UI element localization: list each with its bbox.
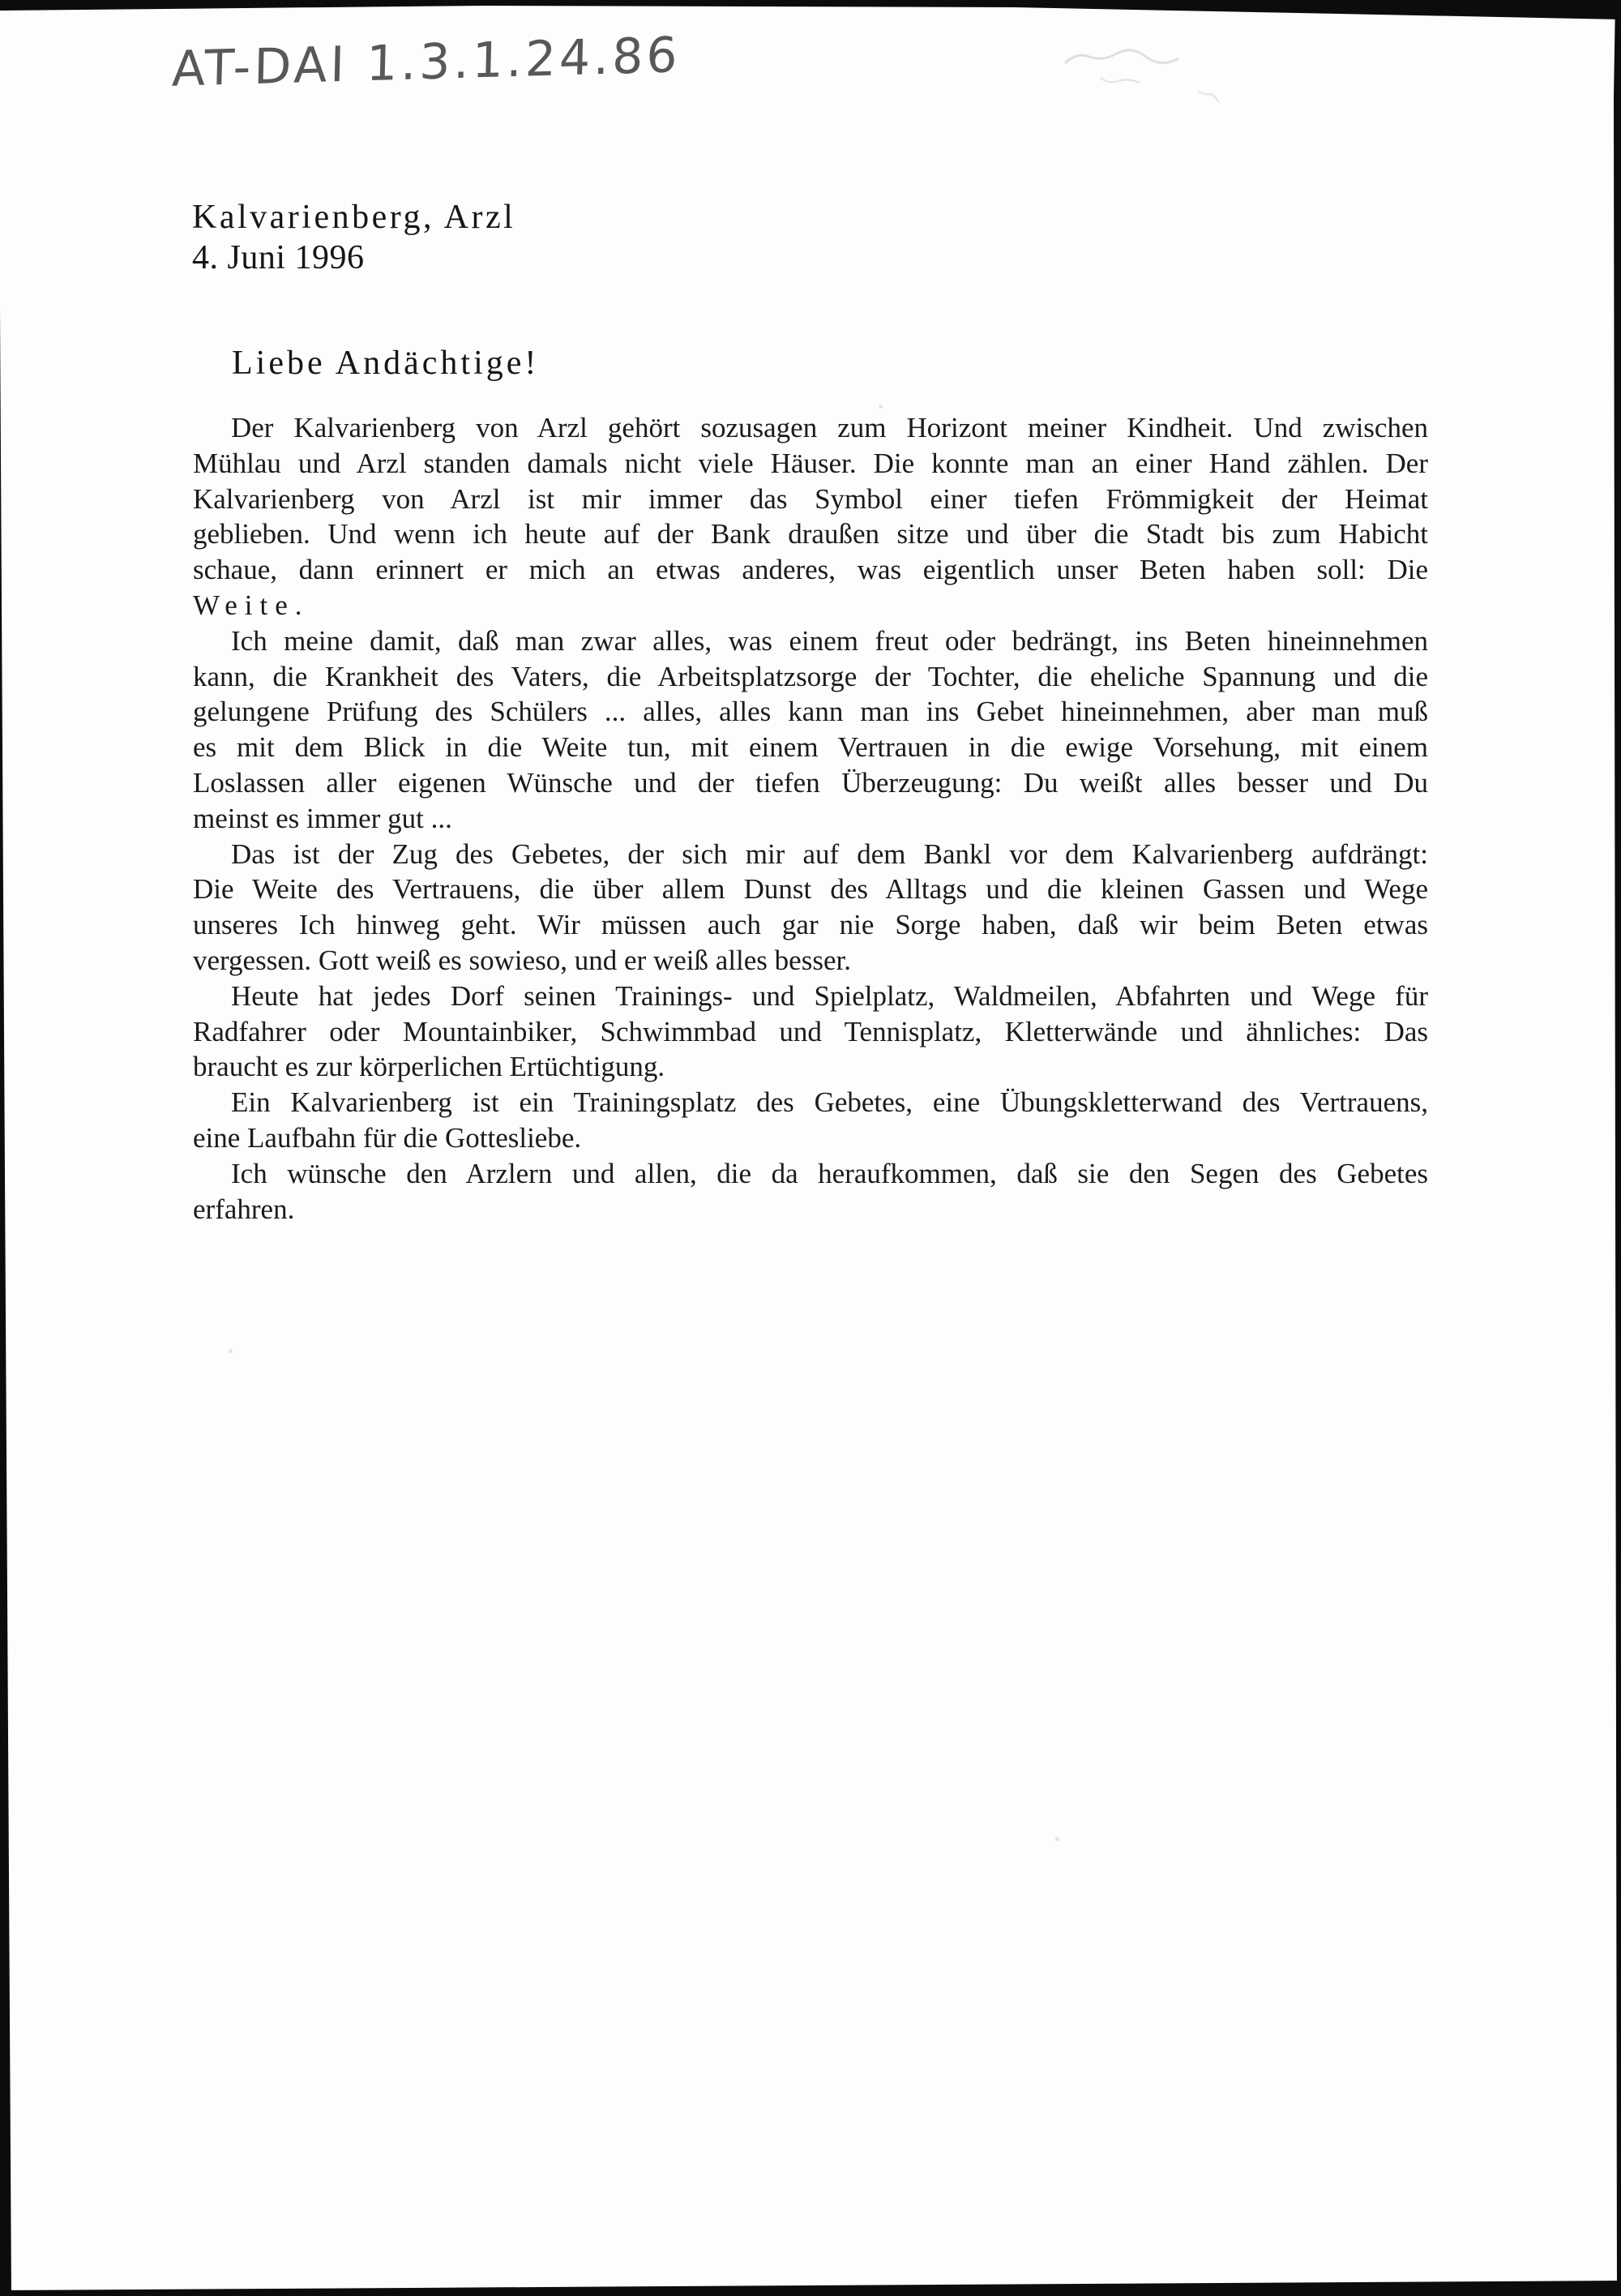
letter-line: Ich meine damit, daß man zwar alles, was einem freut oder bedrängt, ins Beten hineinnehmen [231,624,1428,657]
date-line: 4. Juni 1996 [192,239,365,276]
letter-line: Loslassen aller eigenen Wünsche und der tiefen Überzeugung: Du weißt alles besser und Du [193,766,1428,799]
faint-pencil-mark [1054,41,1264,130]
letter-line: vergessen. Gott weiß es sowieso, und er weiß alles besser. [193,944,851,976]
letter-line: Ich wünsche den Arzlern und allen, die da heraufkommen, daß sie den Segen des Gebetes [231,1157,1428,1189]
letter-line: erfahren. [193,1193,295,1225]
letter-line: Kalvarienberg von Arzl ist mir immer das Symbol einer tiefen Frömmigkeit der Heimat [193,482,1428,515]
letter-line: meinst es immer gut ... [193,802,452,834]
scan-speck [1225,893,1230,897]
letter-line: Mühlau und Arzl standen damals nicht viele Häuser. Die konnte man an einer Hand zählen. Der [193,447,1428,479]
handwritten-archive-code: AT-DAI 1.3.1.24.86 [171,27,682,98]
letter-line: Das ist der Zug des Gebetes, der sich mir auf dem Bankl vor dem Kalvarienberg aufdrängt: [231,837,1428,870]
letter-line: geblieben. Und wenn ich heute auf der Bank draußen sitze und über die Stadt bis zum Habicht [193,518,1428,550]
letter-line: unseres Ich hinweg geht. Wir müssen auch gar nie Sorge haben, daß wir beim Beten etwas [193,909,1428,941]
letter-body [193,410,1428,1227]
letter-line: Der Kalvarienberg von Arzl gehört sozusagen zum Horizont meiner Kindheit. Und zwischen [231,412,1428,443]
salutation-line: Liebe Andächtige! [232,345,540,382]
scan-edge-bottom [0,2281,1621,2296]
letter-line: Die Weite des Vertrauens, die über allem Dunst des Alltags und die kleinen Gassen und Wege [193,873,1428,906]
letter-line: schaue, dann erinnert er mich an etwas anderes, was eigentlich unser Beten haben soll: Die [193,554,1428,586]
letter-line: braucht es zur körperlichen Ertüchtigung. [193,1051,665,1083]
letter-line: Heute hat jedes Dorf seinen Trainings- und Spielplatz, Waldmeilen, Abfahrten und Wege für [231,979,1428,1012]
letter-line: gelungene Prüfung des Schülers ... alles, alles kann man ins Gebet hineinnehmen, aber man muß [193,696,1428,728]
place-line: Kalvarienberg, Arzl [192,199,516,236]
scan-speck [1055,1837,1059,1841]
letter-line: kann, die Krankheit des Vaters, die Arbeitsplatzsorge der Tochter, die eheliche Spannung und die [193,660,1428,692]
letter-line: Weite. [193,589,310,621]
letter-line: Radfahrer oder Mountainbiker, Schwimmbad und Tennisplatz, Kletterwände und ähnliches: Das [193,1015,1428,1047]
letter-heading [192,197,515,278]
scan-speck [879,405,883,409]
scan-edge-right [1614,0,1621,2296]
scan-speck [229,1349,233,1353]
scan-edge-left [0,308,11,2296]
letter-line: Ein Kalvarienberg ist ein Trainingsplatz des Gebetes, eine Übungskletterwand des Vertrauens, [231,1086,1428,1119]
letter-line: eine Laufbahn für die Gottesliebe. [193,1121,582,1154]
letter-line: es mit dem Blick in die Weite tun, mit einem Vertrauen in die ewige Vorsehung, mit einem [193,731,1428,764]
scan-edge-top [0,0,1621,19]
